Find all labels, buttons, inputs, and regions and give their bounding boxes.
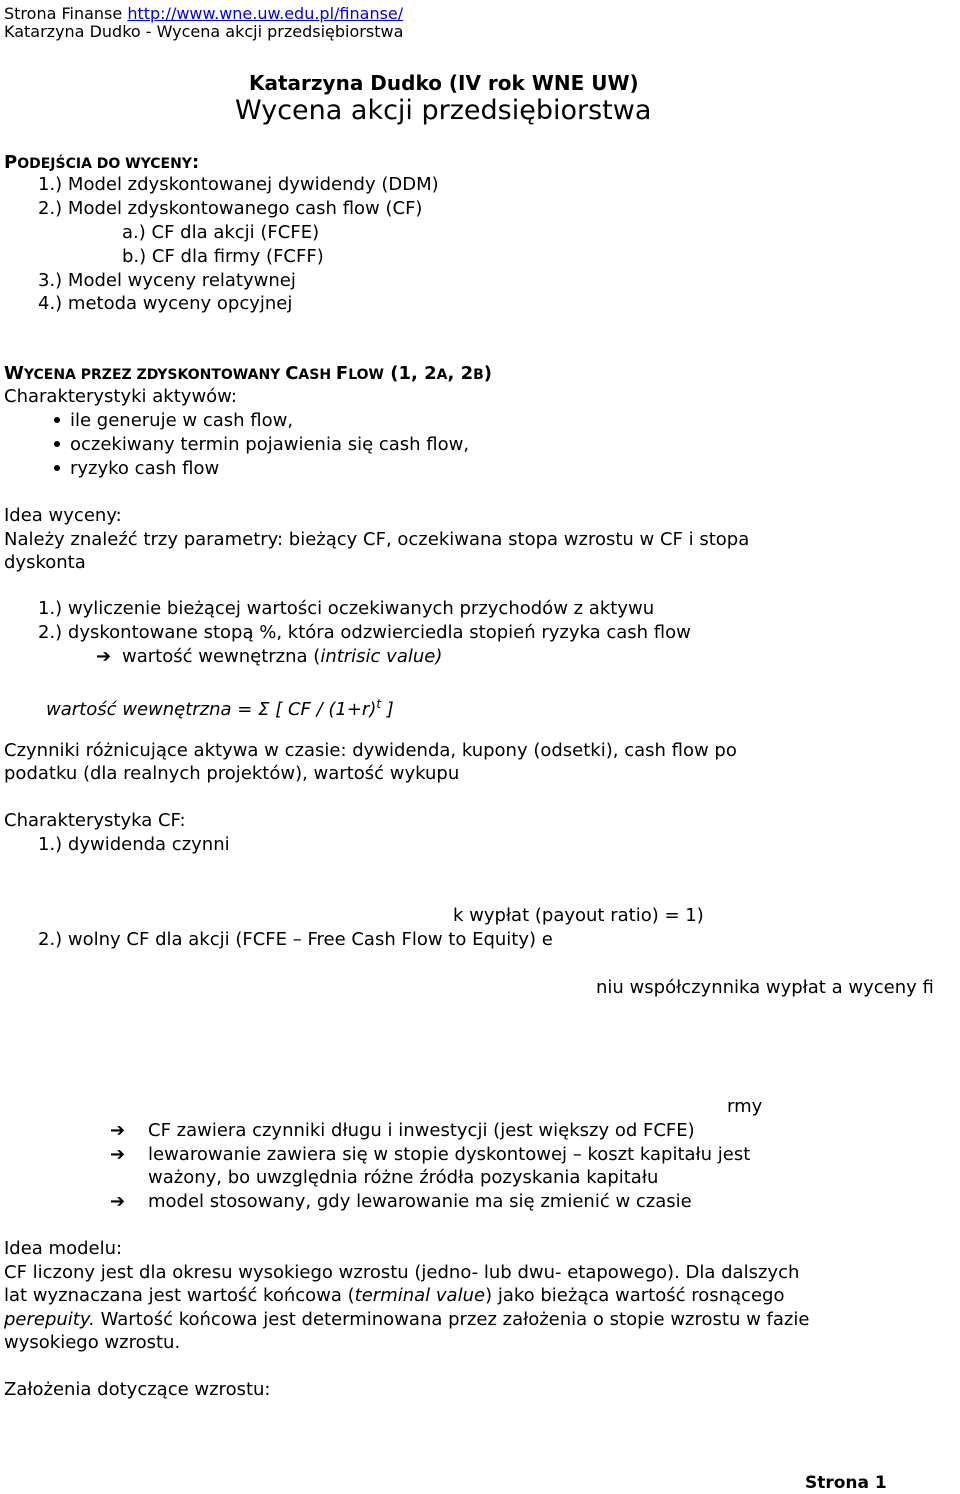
cf-item: 2.) wolny CF dla akcji (FCFE – Free Cash Flow to Equity) e	[38, 929, 553, 950]
heading-part: W	[4, 363, 24, 384]
arrow-right-icon: ➔	[110, 1191, 126, 1212]
heading-part: ASH	[298, 367, 336, 383]
arrow-right-icon: ➔	[96, 646, 112, 667]
bullet-icon	[54, 441, 60, 447]
author-line: Katarzyna Dudko (IV rok WNE UW)	[249, 71, 639, 95]
model-text-italic: perepuity.	[4, 1309, 95, 1330]
factors-line: podatku (dla realnych projektów), wartość wykupu	[4, 763, 460, 784]
bullet-text: ryzyko cash flow	[70, 458, 220, 479]
page-number: Strona 1	[805, 1473, 887, 1493]
arrow-item	[110, 1191, 692, 1213]
step-item: 1.) wyliczenie bieżącej wartości oczekiwanych przychodów z aktywu	[38, 598, 655, 619]
model-line: CF liczony jest dla okresu wysokiego wzrostu (jedno- lub dwu- etapowego). Dla dalszych	[4, 1262, 800, 1283]
arrow-text: wartość wewnętrzna (	[122, 646, 321, 667]
heading-part: YCENA PRZEZ ZDYSKONTOWANY	[23, 367, 286, 383]
arrow-line	[96, 646, 442, 668]
idea-line: dyskonta	[4, 552, 86, 573]
formula-end: ]	[381, 699, 394, 720]
arrow-item-text: lewarowanie zawiera się w stopie dyskontowej – koszt kapitału jest	[148, 1144, 751, 1165]
cf-section-heading	[4, 363, 492, 386]
header-site-prefix: Strona Finanse	[4, 4, 128, 23]
bullet-item	[54, 434, 469, 456]
arrow-item-text: CF zawiera czynniki długu i inwestycji (jest większy od FCFE)	[148, 1120, 695, 1141]
heading-part: A	[436, 367, 448, 383]
arrow-text-italic: intrisic value)	[320, 646, 443, 667]
bullet-item	[54, 410, 293, 432]
model-label: Idea modelu:	[4, 1238, 123, 1259]
formula	[46, 693, 394, 721]
bullet-icon	[54, 417, 60, 423]
model-text: Wartość końcowa jest determinowana przez założenia o stopie wzrostu w fazie	[94, 1309, 810, 1330]
arrow-item-continuation: ważony, bo uwzględnia różne źródła pozyskania kapitału	[148, 1167, 659, 1188]
heading-part: B	[473, 367, 484, 383]
approaches-heading	[4, 152, 199, 175]
step-item: 2.) dyskontowane stopą %, która odzwierciedla stopień ryzyka cash flow	[38, 622, 691, 643]
text-fragment: k wypłat (payout ratio) = 1)	[453, 905, 704, 926]
growth-label: Założenia dotyczące wzrostu:	[4, 1379, 271, 1400]
approach-item: 2.) Model zdyskontowanego cash flow (CF)	[38, 198, 423, 219]
arrow-item	[110, 1144, 750, 1166]
page-title: Wycena akcji przedsiębiorstwa	[235, 95, 652, 126]
header-doc-line: Katarzyna Dudko - Wycena akcji przedsiębiorstwa	[4, 22, 404, 41]
characteristics-label: Charakterystyki aktywów:	[4, 386, 237, 407]
approach-item: 4.) metoda wyceny opcyjnej	[38, 293, 293, 314]
heading-part: , 2	[447, 363, 474, 384]
heading-part: (1, 2	[383, 363, 437, 384]
site-link[interactable]: http://www.wne.uw.edu.pl/finanse/	[127, 4, 404, 23]
heading-part: ODEJŚCIA DO WYCENY	[17, 156, 192, 172]
formula-lhs: wartość wewnętrzna =	[46, 699, 253, 720]
approach-item: 1.) Model zdyskontowanej dywidendy (DDM)	[38, 174, 439, 195]
idea-label: Idea wyceny:	[4, 505, 122, 526]
char-cf-label: Charakterystyka CF:	[4, 810, 186, 831]
bullet-text: oczekiwany termin pojawienia się cash flow,	[70, 434, 470, 455]
text-fragment: rmy	[727, 1096, 763, 1117]
model-text-italic: terminal value	[354, 1285, 486, 1306]
bullet-icon	[54, 465, 60, 471]
heading-part: :	[191, 152, 200, 173]
model-line	[4, 1285, 784, 1307]
arrow-right-icon: ➔	[110, 1144, 126, 1165]
formula-mid: [ CF / (1+r)	[269, 699, 377, 720]
sigma-symbol: Σ	[258, 699, 270, 720]
heading-part: F	[335, 363, 349, 384]
heading-part: P	[4, 152, 18, 173]
cf-item: 1.) dywidenda czynni	[38, 834, 230, 855]
heading-part: LOW	[348, 367, 384, 383]
arrow-item	[110, 1120, 695, 1142]
bullet-item	[54, 458, 219, 480]
model-line: wysokiego wzrostu.	[4, 1332, 181, 1353]
bullet-text: ile generuje w cash flow,	[70, 410, 294, 431]
header-site-line	[4, 4, 403, 23]
model-text: ) jako bieżąca wartość rosnącego	[485, 1285, 785, 1306]
heading-part: )	[483, 363, 493, 384]
text-fragment: niu współczynnika wypłat a wyceny fi	[596, 977, 934, 998]
approach-subitem: a.) CF dla akcji (FCFE)	[122, 222, 320, 243]
arrow-right-icon: ➔	[110, 1120, 126, 1141]
heading-part: C	[285, 363, 299, 384]
approach-item: 3.) Model wyceny relatywnej	[38, 270, 296, 291]
idea-line: Należy znaleźć trzy parametry: bieżący CF, oczekiwana stopa wzrostu w CF i stopa	[4, 529, 750, 550]
arrow-item-text: model stosowany, gdy lewarowanie ma się zmienić w czasie	[148, 1191, 692, 1212]
model-line	[4, 1309, 809, 1331]
approach-subitem: b.) CF dla firmy (FCFF)	[122, 246, 324, 267]
model-text: lat wyznaczana jest wartość końcowa (	[4, 1285, 355, 1306]
formula-superscript: t	[376, 697, 382, 711]
factors-line: Czynniki różnicujące aktywa w czasie: dywidenda, kupony (odsetki), cash flow po	[4, 740, 737, 761]
